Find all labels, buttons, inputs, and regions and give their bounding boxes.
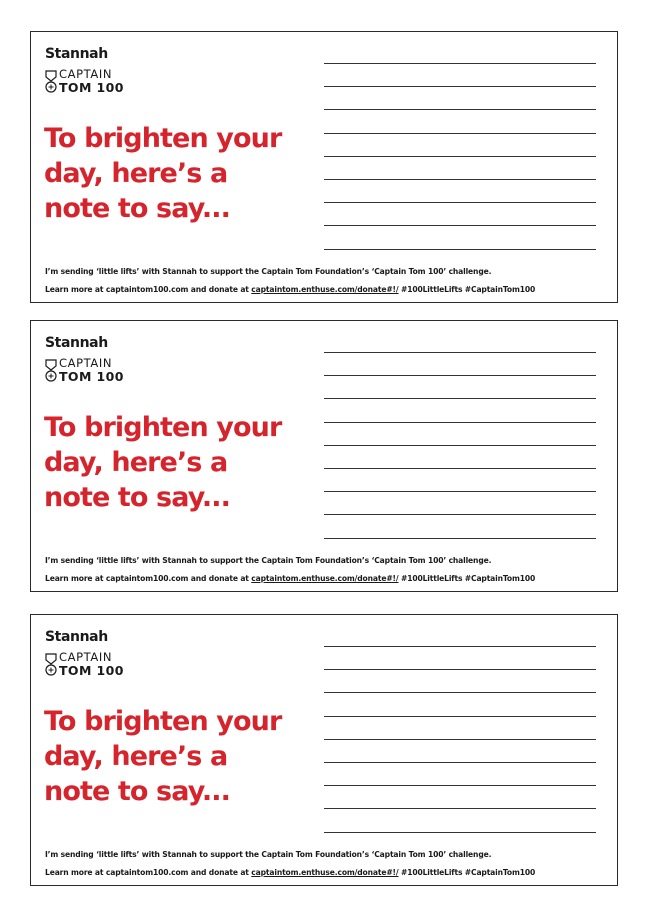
stannah-logo: Stannah (45, 629, 108, 645)
logo-text-captain: CAPTAIN (59, 356, 113, 370)
footer-line-2 (45, 864, 610, 882)
note-card (30, 320, 618, 592)
writing-line (324, 468, 596, 469)
footer-line-1: I’m sending ‘little lifts’ with Stannah to support the Captain Tom Foundation’s ‘Captain Tom 100’ challenge. (45, 556, 492, 565)
footer-prefix: Learn more at captaintom100.com and donate at (45, 285, 252, 294)
headline-line: note to say... (44, 776, 230, 807)
headline-line: day, here’s a (44, 447, 228, 478)
headline-line: To brighten your (44, 706, 282, 737)
donate-link[interactable]: captaintom.enthuse.com/donate#!/ (251, 574, 399, 583)
footer-text (45, 263, 610, 299)
writing-line (324, 109, 596, 110)
logo-text-tom100: TOM 100 (59, 663, 124, 678)
writing-line (324, 832, 596, 833)
headline-line: day, here’s a (44, 741, 228, 772)
footer-prefix: Learn more at captaintom100.com and donate at (45, 868, 252, 877)
captain-tom-logo (45, 652, 155, 678)
writing-line (324, 202, 596, 203)
writing-line (324, 762, 596, 763)
headline-line: note to say... (44, 482, 230, 513)
logo-text-tom100: TOM 100 (59, 80, 124, 95)
writing-lines (324, 63, 596, 272)
headline-line: day, here’s a (44, 158, 228, 189)
footer-text (45, 552, 610, 588)
medal-icon (45, 70, 57, 94)
note-card (30, 614, 618, 886)
headline-line: To brighten your (44, 412, 282, 443)
footer-line-2 (45, 281, 610, 299)
footer-text (45, 846, 610, 882)
logo-text-captain: CAPTAIN (59, 650, 113, 664)
writing-line (324, 398, 596, 399)
writing-line (324, 739, 596, 740)
footer-line-2 (45, 570, 610, 588)
captain-tom-logo (45, 69, 155, 95)
writing-line (324, 538, 596, 539)
writing-line (324, 352, 596, 353)
headline (44, 410, 314, 515)
footer-prefix: Learn more at captaintom100.com and donate at (45, 574, 252, 583)
footer-line-1: I’m sending ‘little lifts’ with Stannah to support the Captain Tom Foundation’s ‘Captain Tom 100’ challenge. (45, 267, 492, 276)
writing-line (324, 63, 596, 64)
writing-line (324, 491, 596, 492)
writing-line (324, 179, 596, 180)
writing-line (324, 808, 596, 809)
writing-line (324, 646, 596, 647)
headline (44, 704, 314, 809)
medal-icon (45, 359, 57, 383)
footer-line-1: I’m sending ‘little lifts’ with Stannah to support the Captain Tom Foundation’s ‘Captain Tom 100’ challenge. (45, 850, 492, 859)
writing-line (324, 86, 596, 87)
logo-text-tom100: TOM 100 (59, 369, 124, 384)
headline-line: To brighten your (44, 123, 282, 154)
captain-tom-logo (45, 358, 155, 384)
medal-icon (45, 653, 57, 677)
writing-line (324, 156, 596, 157)
writing-line (324, 249, 596, 250)
writing-line (324, 785, 596, 786)
stannah-logo: Stannah (45, 335, 108, 351)
writing-line (324, 514, 596, 515)
footer-hashtags: #100LittleLifts #CaptainTom100 (398, 868, 536, 877)
footer-hashtags: #100LittleLifts #CaptainTom100 (398, 285, 536, 294)
writing-line (324, 445, 596, 446)
headline-line: note to say... (44, 193, 230, 224)
logo-text-captain: CAPTAIN (59, 67, 113, 81)
writing-line (324, 375, 596, 376)
footer-hashtags: #100LittleLifts #CaptainTom100 (398, 574, 536, 583)
headline (44, 121, 314, 226)
writing-line (324, 692, 596, 693)
writing-line (324, 716, 596, 717)
note-card (30, 31, 618, 303)
writing-line (324, 669, 596, 670)
writing-lines (324, 646, 596, 855)
writing-line (324, 133, 596, 134)
donate-link[interactable]: captaintom.enthuse.com/donate#!/ (251, 868, 399, 877)
writing-line (324, 422, 596, 423)
donate-link[interactable]: captaintom.enthuse.com/donate#!/ (251, 285, 399, 294)
stannah-logo: Stannah (45, 46, 108, 62)
writing-lines (324, 352, 596, 561)
writing-line (324, 225, 596, 226)
